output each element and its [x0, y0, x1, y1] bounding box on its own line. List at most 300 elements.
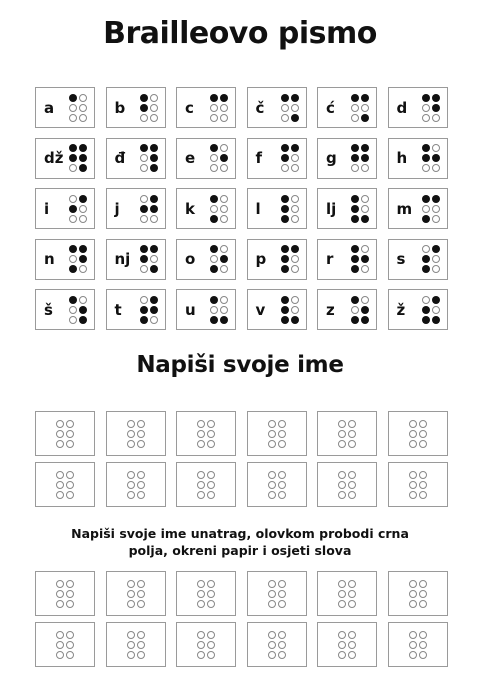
braille-dot-empty[interactable] [137, 471, 145, 479]
letter-label: s [396, 250, 406, 269]
braille-dot-empty[interactable] [409, 651, 417, 659]
braille-dot-empty[interactable] [409, 420, 417, 428]
braille-dots [69, 144, 87, 172]
braille-dot-empty[interactable] [268, 471, 276, 479]
braille-dot-empty[interactable] [137, 600, 145, 608]
letter-label: ž [396, 300, 406, 319]
braille-dot-empty[interactable] [127, 420, 135, 428]
braille-dot-empty[interactable] [348, 590, 356, 598]
braille-dot-empty [422, 164, 430, 172]
braille-letter-card [106, 188, 166, 229]
braille-letter-card [247, 239, 307, 280]
braille-dot-empty [220, 265, 228, 273]
braille-dot-empty[interactable] [338, 471, 346, 479]
braille-dot-empty[interactable] [419, 481, 427, 489]
braille-dot-empty[interactable] [338, 580, 346, 588]
braille-letter-card [317, 188, 377, 229]
letter-label: g [326, 149, 337, 168]
braille-letter-card [247, 289, 307, 330]
braille-dot-empty[interactable] [56, 430, 64, 438]
braille-dot-empty[interactable] [207, 440, 215, 448]
letter-label: b [114, 98, 126, 117]
letter-label: c [185, 98, 194, 117]
braille-dot-empty[interactable] [207, 580, 215, 588]
braille-dots [210, 296, 228, 324]
braille-dot-empty[interactable] [207, 641, 215, 649]
braille-dot-empty[interactable] [207, 651, 215, 659]
braille-dot-filled [361, 154, 369, 162]
braille-dot-empty[interactable] [278, 440, 286, 448]
braille-dot-empty[interactable] [268, 491, 276, 499]
braille-dot-empty[interactable] [207, 590, 215, 598]
braille-dot-empty[interactable] [56, 440, 64, 448]
braille-dot-empty[interactable] [419, 491, 427, 499]
braille-dot-empty[interactable] [56, 651, 64, 659]
braille-dot-filled [291, 316, 299, 324]
braille-dot-filled [291, 245, 299, 253]
braille-dot-empty[interactable] [197, 600, 205, 608]
braille-dot-empty[interactable] [278, 430, 286, 438]
braille-dot-empty [361, 164, 369, 172]
braille-dot-empty[interactable] [338, 430, 346, 438]
braille-letter-card [176, 239, 236, 280]
reverse-name-cell[interactable] [176, 571, 236, 616]
braille-dot-empty[interactable] [278, 420, 286, 428]
braille-dot-empty[interactable] [278, 631, 286, 639]
braille-dot-filled [150, 245, 158, 253]
braille-dot-empty[interactable] [278, 471, 286, 479]
braille-dot-empty[interactable] [278, 641, 286, 649]
braille-dot-empty[interactable] [278, 600, 286, 608]
braille-dot-filled [351, 195, 359, 203]
braille-dot-empty[interactable] [338, 631, 346, 639]
write-name-cell[interactable] [106, 411, 166, 456]
braille-dot-empty[interactable] [268, 641, 276, 649]
braille-dot-empty [291, 164, 299, 172]
braille-dot-empty [422, 114, 430, 122]
braille-dot-filled [291, 114, 299, 122]
braille-dot-empty[interactable] [127, 440, 135, 448]
braille-dot-empty[interactable] [268, 600, 276, 608]
braille-dot-empty[interactable] [137, 631, 145, 639]
braille-dot-empty[interactable] [197, 651, 205, 659]
braille-dot-empty[interactable] [348, 481, 356, 489]
braille-dot-empty[interactable] [197, 440, 205, 448]
braille-dot-empty[interactable] [348, 600, 356, 608]
reverse-name-cell[interactable] [106, 571, 166, 616]
braille-dots [127, 631, 145, 659]
braille-dot-empty[interactable] [197, 471, 205, 479]
braille-dot-empty[interactable] [268, 430, 276, 438]
braille-dot-empty[interactable] [66, 651, 74, 659]
braille-dot-filled [422, 154, 430, 162]
braille-dot-empty [351, 164, 359, 172]
braille-dot-empty[interactable] [66, 641, 74, 649]
braille-dot-empty [432, 306, 440, 314]
reverse-name-cell[interactable] [35, 622, 95, 667]
braille-dots [351, 94, 369, 122]
braille-dot-filled [422, 316, 430, 324]
braille-letter-card [388, 87, 448, 128]
braille-dot-empty[interactable] [207, 600, 215, 608]
braille-dot-empty[interactable] [419, 440, 427, 448]
letter-label: e [185, 149, 196, 168]
braille-dot-empty[interactable] [197, 590, 205, 598]
reverse-name-cell[interactable] [388, 622, 448, 667]
instruction-line-2: polja, okreni papir i osjeti slova [128, 543, 352, 558]
braille-dot-empty[interactable] [127, 491, 135, 499]
braille-dot-empty [351, 104, 359, 112]
braille-dots [281, 144, 299, 172]
braille-letter-card [35, 87, 95, 128]
letter-label: j [114, 199, 120, 218]
write-name-cell[interactable] [106, 462, 166, 507]
braille-dot-empty[interactable] [278, 491, 286, 499]
braille-dot-empty[interactable] [127, 580, 135, 588]
braille-dot-filled [140, 144, 148, 152]
braille-dot-filled [361, 316, 369, 324]
letter-label: r [326, 250, 334, 269]
braille-dots [210, 195, 228, 223]
braille-dot-empty[interactable] [348, 430, 356, 438]
braille-dots [56, 420, 74, 448]
braille-letter-card [35, 188, 95, 229]
braille-dot-filled [69, 205, 77, 213]
braille-dot-empty[interactable] [338, 641, 346, 649]
braille-dot-empty[interactable] [409, 440, 417, 448]
letter-label: lj [326, 199, 337, 218]
braille-dot-empty[interactable] [409, 430, 417, 438]
braille-dot-empty [79, 114, 87, 122]
braille-dot-empty[interactable] [409, 590, 417, 598]
reverse-name-cell[interactable] [247, 571, 307, 616]
braille-dot-empty [432, 265, 440, 273]
braille-dot-empty[interactable] [56, 631, 64, 639]
braille-dot-empty[interactable] [409, 491, 417, 499]
braille-dot-empty[interactable] [268, 440, 276, 448]
braille-dots [338, 580, 356, 608]
braille-dot-filled [150, 265, 158, 273]
braille-dots [422, 296, 440, 324]
braille-dot-empty [69, 104, 77, 112]
braille-dot-empty [140, 164, 148, 172]
braille-dot-empty[interactable] [419, 590, 427, 598]
braille-dot-empty[interactable] [127, 641, 135, 649]
braille-dot-empty[interactable] [127, 471, 135, 479]
braille-dot-empty [361, 104, 369, 112]
reverse-name-cell[interactable] [388, 571, 448, 616]
braille-letter-card [176, 138, 236, 179]
braille-dot-empty[interactable] [348, 471, 356, 479]
braille-dot-empty[interactable] [419, 420, 427, 428]
braille-dot-empty[interactable] [207, 631, 215, 639]
braille-dot-filled [361, 306, 369, 314]
braille-dot-empty [220, 114, 228, 122]
braille-dot-filled [220, 255, 228, 263]
braille-dot-empty[interactable] [207, 471, 215, 479]
braille-dots [281, 245, 299, 273]
braille-dot-empty[interactable] [207, 420, 215, 428]
braille-dot-filled [351, 154, 359, 162]
braille-dot-empty[interactable] [197, 491, 205, 499]
braille-dot-empty[interactable] [127, 600, 135, 608]
braille-dots [268, 580, 286, 608]
braille-dot-empty[interactable] [268, 481, 276, 489]
braille-dot-empty[interactable] [137, 590, 145, 598]
braille-dot-empty[interactable] [278, 651, 286, 659]
braille-dot-empty[interactable] [127, 631, 135, 639]
braille-dot-filled [281, 255, 289, 263]
braille-dot-empty[interactable] [56, 420, 64, 428]
braille-dot-empty[interactable] [56, 491, 64, 499]
braille-dot-empty[interactable] [348, 641, 356, 649]
write-name-cell[interactable] [35, 411, 95, 456]
braille-dot-filled [361, 114, 369, 122]
braille-dot-filled [351, 296, 359, 304]
braille-dot-empty[interactable] [66, 430, 74, 438]
write-name-cell[interactable] [317, 462, 377, 507]
braille-dot-empty [361, 245, 369, 253]
write-name-cell[interactable] [247, 411, 307, 456]
braille-dot-empty [150, 255, 158, 263]
braille-dot-empty [79, 296, 87, 304]
braille-dot-filled [210, 215, 218, 223]
braille-dot-empty[interactable] [419, 651, 427, 659]
braille-dot-empty[interactable] [197, 641, 205, 649]
braille-dot-empty [422, 104, 430, 112]
braille-dot-empty[interactable] [278, 481, 286, 489]
braille-dot-filled [422, 144, 430, 152]
braille-dot-filled [69, 94, 77, 102]
braille-dot-empty[interactable] [348, 631, 356, 639]
letter-label: m [396, 199, 413, 218]
braille-dot-empty [210, 154, 218, 162]
braille-dot-filled [351, 205, 359, 213]
braille-dot-empty[interactable] [127, 481, 135, 489]
braille-dot-empty[interactable] [419, 600, 427, 608]
braille-dot-empty[interactable] [268, 580, 276, 588]
reverse-name-cell[interactable] [106, 622, 166, 667]
braille-dot-empty[interactable] [338, 491, 346, 499]
braille-dot-empty[interactable] [348, 580, 356, 588]
braille-dot-empty[interactable] [268, 631, 276, 639]
braille-dot-empty[interactable] [66, 440, 74, 448]
letter-label: l [255, 199, 261, 218]
braille-dot-filled [281, 144, 289, 152]
write-name-cell[interactable] [388, 462, 448, 507]
braille-dot-empty[interactable] [137, 430, 145, 438]
braille-dot-empty [220, 195, 228, 203]
reverse-name-cell[interactable] [35, 571, 95, 616]
braille-dot-empty[interactable] [348, 491, 356, 499]
braille-dot-empty [432, 144, 440, 152]
braille-dot-empty[interactable] [348, 651, 356, 659]
braille-dot-filled [432, 154, 440, 162]
braille-dot-empty[interactable] [56, 641, 64, 649]
braille-dot-empty [69, 164, 77, 172]
braille-dot-empty[interactable] [66, 420, 74, 428]
braille-dot-empty[interactable] [66, 471, 74, 479]
braille-dot-filled [432, 94, 440, 102]
braille-dot-empty[interactable] [66, 580, 74, 588]
braille-dot-empty[interactable] [127, 590, 135, 598]
braille-dot-filled [361, 94, 369, 102]
braille-dot-filled [432, 104, 440, 112]
braille-dot-empty[interactable] [137, 651, 145, 659]
braille-dot-empty[interactable] [137, 481, 145, 489]
braille-dot-empty[interactable] [197, 580, 205, 588]
write-name-cell[interactable] [247, 462, 307, 507]
braille-dot-empty[interactable] [207, 430, 215, 438]
braille-dot-filled [422, 306, 430, 314]
braille-dot-empty[interactable] [409, 641, 417, 649]
braille-dots [69, 94, 87, 122]
braille-dot-empty [432, 164, 440, 172]
braille-dot-empty[interactable] [409, 600, 417, 608]
braille-dot-empty [432, 205, 440, 213]
braille-dot-empty[interactable] [409, 471, 417, 479]
braille-dot-empty [351, 306, 359, 314]
braille-dot-filled [220, 154, 228, 162]
braille-dots [268, 420, 286, 448]
braille-dot-empty[interactable] [197, 631, 205, 639]
braille-dot-empty[interactable] [409, 580, 417, 588]
braille-letter-card [388, 188, 448, 229]
braille-dot-filled [361, 144, 369, 152]
write-name-cell[interactable] [35, 462, 95, 507]
write-name-cell[interactable] [388, 411, 448, 456]
braille-dot-empty[interactable] [197, 430, 205, 438]
braille-dot-empty[interactable] [348, 420, 356, 428]
braille-dot-empty[interactable] [409, 481, 417, 489]
braille-dot-empty[interactable] [338, 440, 346, 448]
braille-letter-card [35, 289, 95, 330]
braille-dot-filled [140, 245, 148, 253]
letter-label: đ [114, 149, 126, 168]
braille-dot-empty[interactable] [419, 631, 427, 639]
braille-dot-empty[interactable] [56, 471, 64, 479]
braille-dots [351, 296, 369, 324]
reverse-name-cell[interactable] [176, 622, 236, 667]
braille-dot-empty [291, 255, 299, 263]
braille-dot-filled [79, 306, 87, 314]
braille-dot-empty[interactable] [348, 440, 356, 448]
braille-dot-empty [291, 296, 299, 304]
braille-dot-empty[interactable] [419, 641, 427, 649]
braille-dot-empty[interactable] [207, 481, 215, 489]
braille-dot-empty[interactable] [197, 420, 205, 428]
braille-dot-empty[interactable] [338, 481, 346, 489]
braille-dot-filled [69, 144, 77, 152]
braille-dot-empty [291, 205, 299, 213]
braille-letter-card [176, 87, 236, 128]
braille-dot-empty[interactable] [66, 600, 74, 608]
braille-dot-empty [79, 205, 87, 213]
braille-dot-filled [69, 296, 77, 304]
braille-dot-empty[interactable] [409, 631, 417, 639]
braille-dot-empty [432, 114, 440, 122]
write-name-cell[interactable] [176, 462, 236, 507]
braille-dot-empty[interactable] [137, 580, 145, 588]
braille-dot-empty[interactable] [66, 590, 74, 598]
braille-letter-card [247, 188, 307, 229]
braille-dot-empty[interactable] [419, 471, 427, 479]
write-name-heading: Napiši svoje ime [136, 352, 344, 378]
braille-dot-filled [351, 245, 359, 253]
braille-dot-empty[interactable] [127, 651, 135, 659]
braille-dot-empty [150, 114, 158, 122]
braille-letter-card [106, 87, 166, 128]
letter-label: dž [44, 149, 64, 168]
braille-dot-filled [140, 316, 148, 324]
braille-dot-empty [220, 144, 228, 152]
braille-dot-empty[interactable] [56, 600, 64, 608]
braille-dot-empty[interactable] [338, 600, 346, 608]
braille-dot-empty[interactable] [56, 590, 64, 598]
braille-dot-empty [220, 205, 228, 213]
braille-dots [210, 245, 228, 273]
braille-dot-empty[interactable] [268, 651, 276, 659]
braille-dot-empty [140, 296, 148, 304]
braille-dot-empty [210, 306, 218, 314]
braille-dot-empty[interactable] [419, 580, 427, 588]
braille-dot-empty[interactable] [338, 590, 346, 598]
reverse-name-cell[interactable] [247, 622, 307, 667]
braille-dot-empty[interactable] [338, 651, 346, 659]
braille-dot-empty[interactable] [338, 420, 346, 428]
letter-label: nj [114, 250, 131, 269]
braille-dot-filled [432, 296, 440, 304]
braille-dot-empty [291, 306, 299, 314]
braille-dot-empty[interactable] [137, 420, 145, 428]
braille-dot-empty [140, 114, 148, 122]
reverse-name-cell[interactable] [317, 622, 377, 667]
braille-dot-empty[interactable] [127, 430, 135, 438]
braille-dots [56, 580, 74, 608]
braille-dot-empty [432, 215, 440, 223]
braille-dot-empty[interactable] [268, 590, 276, 598]
braille-letter-card [247, 138, 307, 179]
braille-dot-empty [69, 255, 77, 263]
braille-dot-empty [210, 114, 218, 122]
reverse-name-cell[interactable] [317, 571, 377, 616]
braille-dot-empty[interactable] [419, 430, 427, 438]
braille-letter-card [106, 239, 166, 280]
write-name-cell[interactable] [176, 411, 236, 456]
write-name-cell[interactable] [317, 411, 377, 456]
braille-dot-empty[interactable] [66, 491, 74, 499]
braille-dot-empty [140, 265, 148, 273]
braille-dot-empty[interactable] [268, 420, 276, 428]
braille-dot-empty[interactable] [278, 580, 286, 588]
braille-dot-empty[interactable] [278, 590, 286, 598]
reverse-name-grid [35, 571, 448, 667]
braille-dot-empty [79, 104, 87, 112]
braille-dot-empty[interactable] [207, 491, 215, 499]
braille-dot-filled [432, 195, 440, 203]
braille-dot-empty [140, 154, 148, 162]
braille-dot-empty[interactable] [137, 641, 145, 649]
braille-dot-empty[interactable] [56, 481, 64, 489]
braille-dot-empty[interactable] [66, 481, 74, 489]
braille-dot-empty[interactable] [56, 580, 64, 588]
braille-dot-empty[interactable] [66, 631, 74, 639]
letter-label: ć [326, 98, 335, 117]
braille-dot-empty[interactable] [137, 440, 145, 448]
braille-dot-empty[interactable] [137, 491, 145, 499]
braille-dot-empty[interactable] [197, 481, 205, 489]
braille-dots [140, 245, 158, 273]
